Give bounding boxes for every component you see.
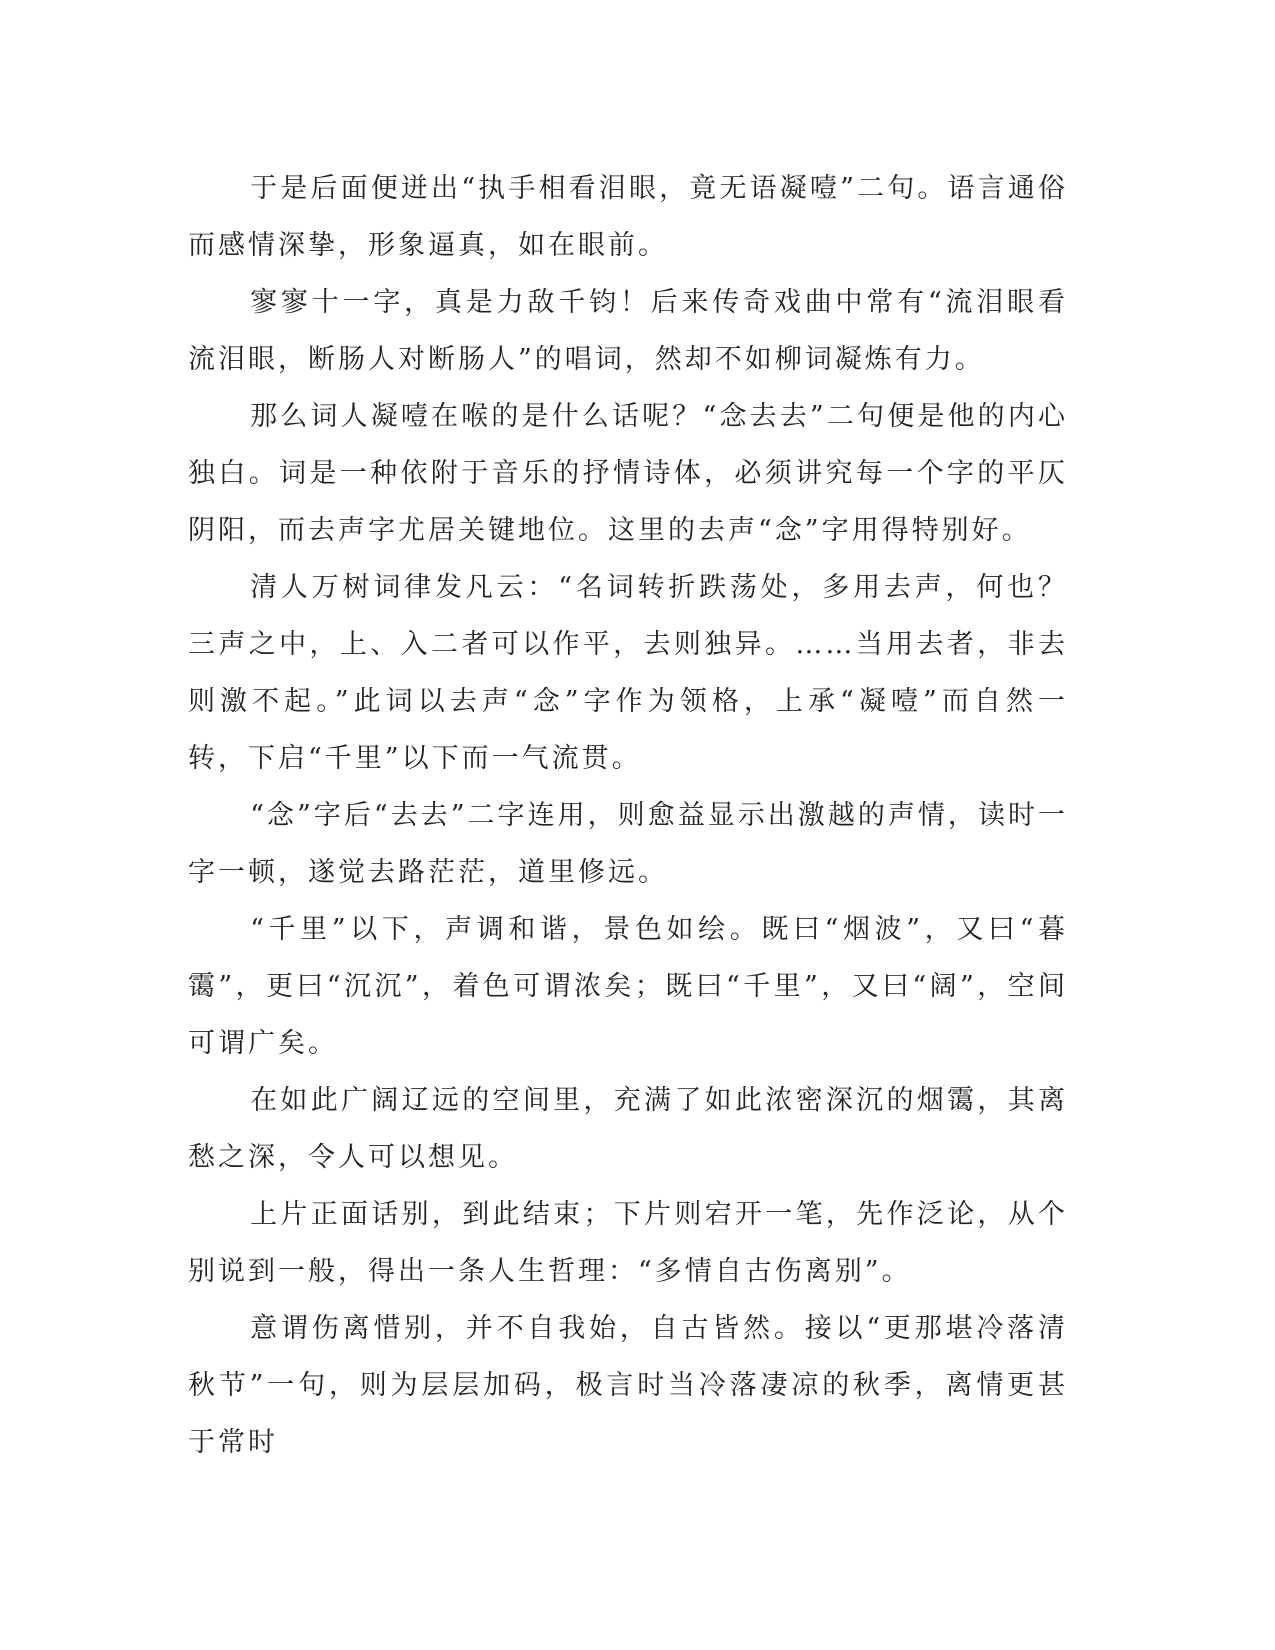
paragraph-8: 上片正面话别，到此结束；下片则宕开一笔，先作泛论，从个别说到一般，得出一条人生哲理：“多情自古伤离别”。 xyxy=(188,1199,1068,1287)
paragraph-2: 寥寥十一字，真是力敌千钧！后来传奇戏曲中常有“流泪眼看流泪眼，断肠人对断肠人”的唱词，然却不如柳词凝炼有力。 xyxy=(188,287,1068,375)
document-body xyxy=(188,160,1068,1471)
paragraph-9: 意谓伤离惜别，并不自我始，自古皆然。接以“更那堪冷落清秋节”一句，则为层层加码，极言时当冷落凄凉的秋季，离情更甚于常时 xyxy=(188,1313,1068,1458)
paragraph-6: “千里”以下，声调和谐，景色如绘。既曰“烟波”，又曰“暮霭”，更曰“沉沉”，着色可谓浓矣；既曰“千里”，又曰“阔”，空间可谓广矣。 xyxy=(188,914,1068,1059)
paragraph-1: 于是后面便迸出“执手相看泪眼，竟无语凝噎”二句。语言通俗而感情深挚，形象逼真，如在眼前。 xyxy=(188,173,1068,261)
paragraph-5: “念”字后“去去”二字连用，则愈益显示出激越的声情，读时一字一顿，遂觉去路茫茫，道里修远。 xyxy=(188,800,1068,888)
paragraph-7: 在如此广阔辽远的空间里，充满了如此浓密深沉的烟霭，其离愁之深，令人可以想见。 xyxy=(188,1085,1068,1173)
paragraph-4: 清人万树词律发凡云：“名词转折跌荡处，多用去声，何也？三声之中，上、入二者可以作平，去则独异。……当用去者，非去则激不起。”此词以去声“念”字作为领格，上承“凝噎”而自然一转，下启“千里”以下而一气流贯。 xyxy=(188,572,1068,774)
paragraph-3: 那么词人凝噎在喉的是什么话呢？“念去去”二句便是他的内心独白。词是一种依附于音乐的抒情诗体，必须讲究每一个字的平仄阴阳，而去声字尤居关键地位。这里的去声“念”字用得特别好。 xyxy=(188,401,1068,546)
